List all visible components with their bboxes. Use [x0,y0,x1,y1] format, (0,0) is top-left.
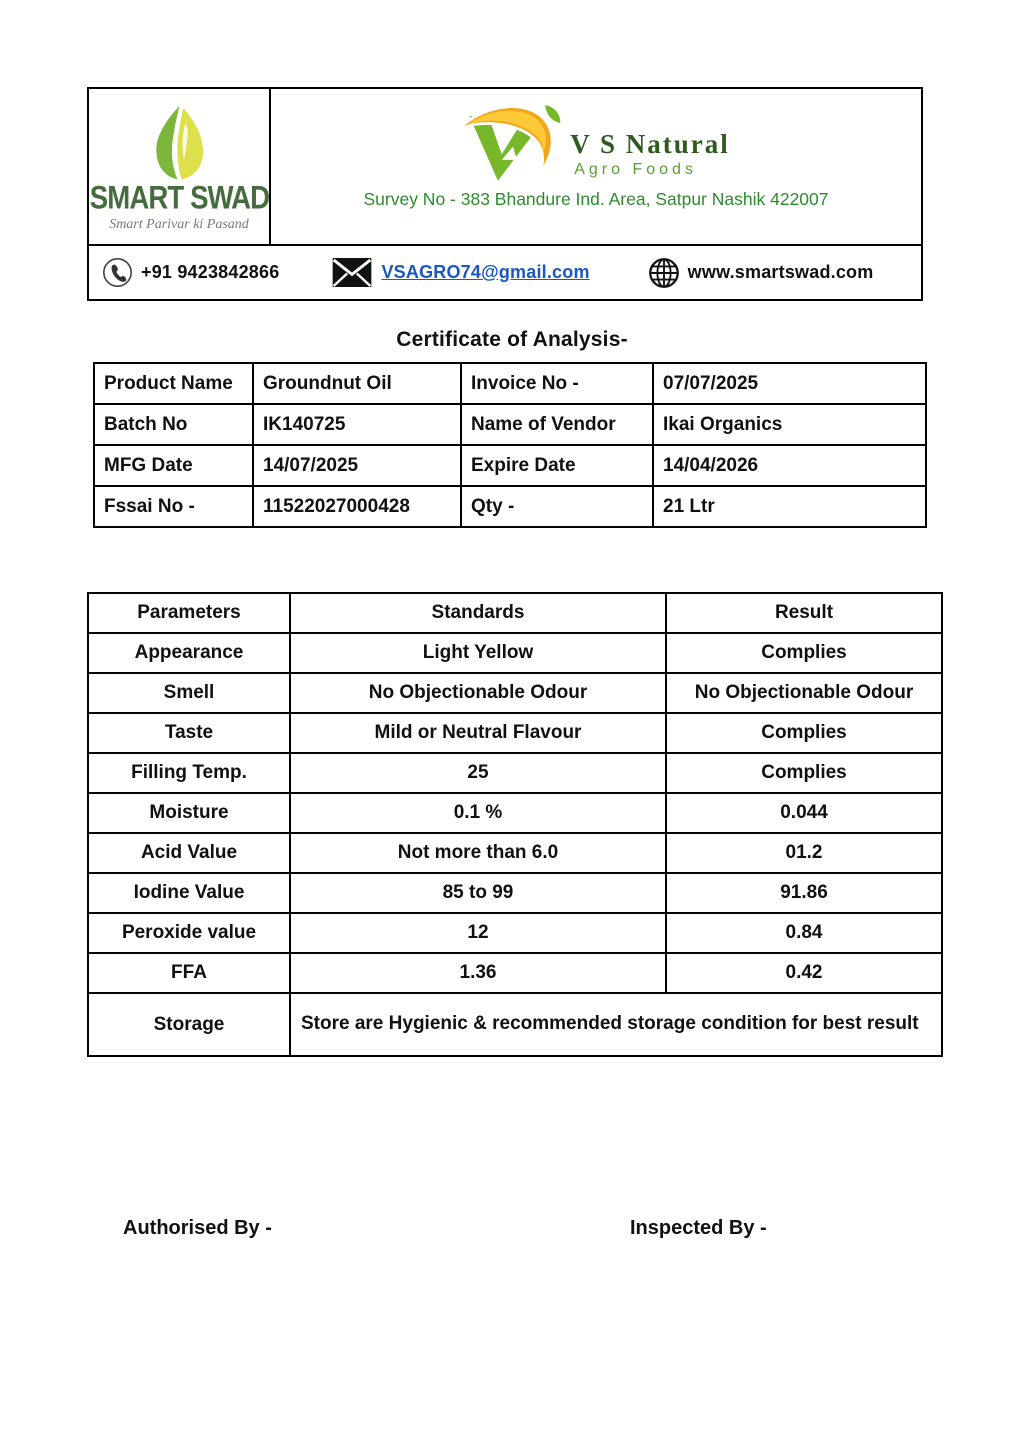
analysis-row [88,793,942,833]
globe-icon [648,257,680,289]
company-division: Agro Foods [574,161,697,178]
result-cell: No Objectionable Odour [666,673,942,713]
info-row [94,486,926,527]
letterhead-top [89,89,921,246]
inspected-by-label: Inspected By - [630,1217,767,1239]
parameter-cell: Smell [88,673,290,713]
result-cell: Complies [666,633,942,673]
info-value: Ikai Organics [653,404,926,445]
brand-name: SMART SWAD [89,180,269,217]
parameter-cell: Appearance [88,633,290,673]
storage-row [88,993,942,1056]
info-label: Batch No [94,404,253,445]
info-row [94,404,926,445]
info-label: Name of Vendor [461,404,653,445]
parameter-cell: FFA [88,953,290,993]
info-label: Expire Date [461,445,653,486]
standard-cell: 1.36 [290,953,666,993]
vs-swoosh-logo-icon [462,99,566,183]
parameter-cell: Iodine Value [88,873,290,913]
info-label: Qty - [461,486,653,527]
company-address: Survey No - 383 Bhandure Ind. Area, Satpur Nashik 422007 [363,189,829,209]
parameter-cell: Taste [88,713,290,753]
analysis-row [88,873,942,913]
website-text: www.smartswad.com [687,262,874,282]
info-row [94,363,926,404]
result-cell: 0.42 [666,953,942,993]
email-link[interactable]: VSAGRO74@gmail.com [381,262,590,282]
parameter-cell: Moisture [88,793,290,833]
column-header: Parameters [88,593,290,633]
analysis-row [88,633,942,673]
column-header: Result [666,593,942,633]
company-cell [271,89,921,244]
storage-value: Store are Hygienic & recommended storage condition for best result [290,993,942,1056]
standard-cell: 0.1 % [290,793,666,833]
phone-icon [102,257,133,288]
result-cell: 91.86 [666,873,942,913]
info-value: 07/07/2025 [653,363,926,404]
brand-tagline: Smart Parivar ki Pasand [109,217,249,232]
info-row [94,445,926,486]
result-cell: Complies [666,753,942,793]
standard-cell: Light Yellow [290,633,666,673]
company-name: V S Natural [570,129,730,159]
analysis-header-row [88,593,942,633]
standard-cell: Not more than 6.0 [290,833,666,873]
info-label: Invoice No - [461,363,653,404]
info-value: 14/04/2026 [653,445,926,486]
result-cell: Complies [666,713,942,753]
info-value: 11522027000428 [253,486,461,527]
parameter-cell: Acid Value [88,833,290,873]
product-info-table [93,362,927,528]
envelope-icon [332,258,372,287]
analysis-row [88,913,942,953]
analysis-row [88,953,942,993]
result-cell: 01.2 [666,833,942,873]
info-label: Product Name [94,363,253,404]
brand-cell [89,89,271,244]
company-names [570,129,730,179]
parameter-cell: Filling Temp. [88,753,290,793]
analysis-row [88,673,942,713]
info-value: 21 Ltr [653,486,926,527]
standard-cell: No Objectionable Odour [290,673,666,713]
standard-cell: 12 [290,913,666,953]
column-header: Standards [290,593,666,633]
letterhead [87,87,923,301]
storage-label: Storage [88,993,290,1056]
info-value: Groundnut Oil [253,363,461,404]
analysis-table [87,592,943,1057]
phone-number: +91 9423842866 [141,262,280,282]
analysis-row [88,713,942,753]
standard-cell: 25 [290,753,666,793]
parameter-cell: Peroxide value [88,913,290,953]
analysis-row [88,753,942,793]
result-cell: 0.044 [666,793,942,833]
authorised-by-label: Authorised By - [123,1217,272,1239]
info-value: IK140725 [253,404,461,445]
info-label: MFG Date [94,445,253,486]
standard-cell: 85 to 99 [290,873,666,913]
info-label: Fssai No - [94,486,253,527]
company-identity [462,99,730,183]
result-cell: 0.84 [666,913,942,953]
leaf-logo-icon [148,104,210,180]
contact-bar [89,246,921,299]
standard-cell: Mild or Neutral Flavour [290,713,666,753]
document-title: Certificate of Analysis- [396,328,628,351]
info-value: 14/07/2025 [253,445,461,486]
analysis-row [88,833,942,873]
